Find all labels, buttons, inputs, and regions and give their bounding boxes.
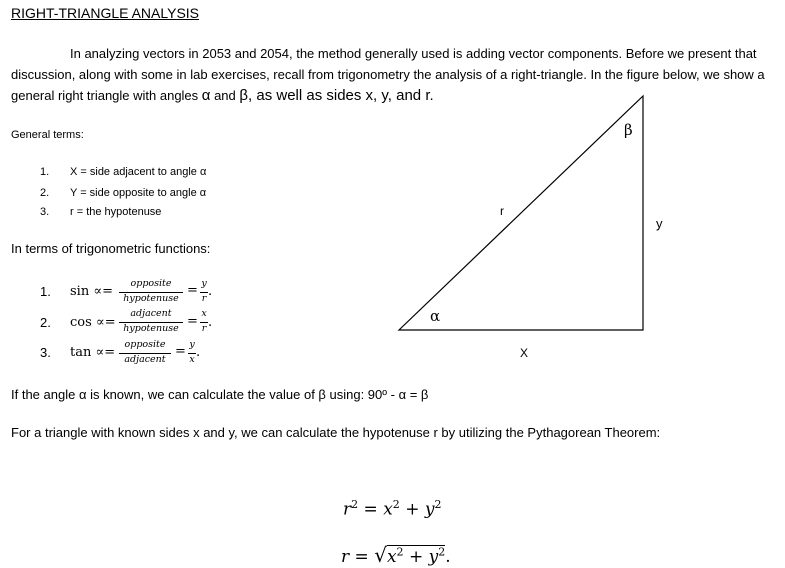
trig-function: tan ∝= [70,345,116,360]
list-item-number: 3. [40,206,50,218]
intro-alpha: α [201,87,211,104]
fraction-numerator: adjacent [130,308,172,319]
list-item: r = the hypotenuse [70,206,162,218]
list-item: Y = side opposite to angle α [70,187,207,199]
list-item-number: 2. [40,187,50,199]
intro-text: In analyzing vectors in 2053 and 2054, the method generally used is adding vector components. Before we present that discussion, along with some in lab exercises, recall from trigonometry the analysis of a right-triangle. In the figure below, we show a general right triangle with angles [11,46,765,103]
fraction-denominator: hypotenuse [123,293,179,304]
var-x: x [386,547,397,567]
trig-heading: In terms of trigonometric functions: [11,241,211,256]
trig-function: cos ∝= [70,315,116,330]
trig-item-number: 3. [40,345,51,360]
triangle-outline [399,96,643,330]
period: . [208,284,213,299]
var-x: x [383,499,393,520]
beta-formula-text: If the angle α is known, we can calculate the value of β using: 90º - α = β [11,387,429,402]
page-title: RIGHT-TRIANGLE ANALYSIS [11,5,200,21]
side-y-label: y [656,216,663,231]
trig-item-number: 1. [40,284,51,299]
alpha-label: α [430,307,441,325]
equals-sign: = [175,344,186,359]
fraction-denominator: adjacent [124,354,166,365]
fraction-numerator: opposite [124,339,166,350]
fraction-numerator: y [201,278,207,289]
trig-item-number: 2. [40,315,51,330]
intro-beta: β [239,87,249,104]
fraction-denominator: x [189,354,195,365]
intro-and: and [210,88,240,103]
radicand: $x^2 + y^2$ [386,545,446,567]
period: . [196,345,201,360]
equals-sign: = [187,314,198,329]
beta-label: β [624,121,633,139]
general-terms-heading: General terms: [11,129,84,141]
var-y: y [428,547,439,567]
pythagoras-text: For a triangle with known sides x and y, we can calculate the hypotenuse r by utilizing the Pythagorean Theorem: [11,425,661,440]
hypotenuse-equation: $r = √x^2 + y^2$. [341,543,451,567]
intro-tail: , as well as sides x, y, and r. [248,87,434,104]
fraction-numerator: opposite [130,278,172,289]
var-r: r [343,499,352,520]
sqrt-symbol: √ [374,543,387,567]
var-r: r [341,547,350,567]
pythagorean-equation: $r^2 = x^2 + y^2$ [343,498,442,520]
equals-sign: = [187,283,198,298]
list-item-number: 1. [40,166,50,178]
period: . [208,315,213,330]
fraction-numerator: y [189,339,195,350]
trig-function: sin ∝= [70,284,114,299]
var-y: y [424,499,435,520]
side-x-label: X [520,346,529,360]
hypotenuse-label: r [500,204,504,218]
list-item: X = side adjacent to angle α [70,166,207,178]
fraction-denominator: r [201,293,207,304]
fraction-numerator: x [201,308,207,319]
fraction-denominator: r [201,323,207,334]
fraction-denominator: hypotenuse [123,323,179,334]
